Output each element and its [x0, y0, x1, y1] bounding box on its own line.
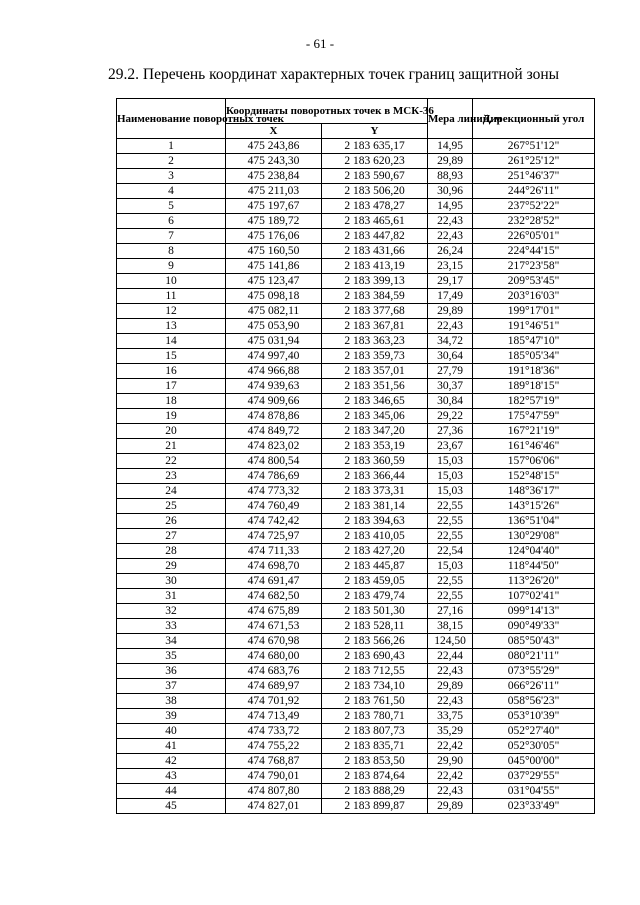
y-coordinate-cell: 2 183 447,82 [322, 229, 428, 244]
table-row [117, 529, 595, 544]
y-coordinate-cell: 2 183 459,05 [322, 574, 428, 589]
line-length-cell: 29,17 [428, 274, 473, 289]
table-row [117, 574, 595, 589]
x-coordinate-cell: 475 243,30 [226, 154, 322, 169]
x-coordinate-cell: 474 683,76 [226, 664, 322, 679]
direction-angle-cell: 185°47'10" [473, 334, 595, 349]
direction-angle-cell: 058°56'23" [473, 694, 595, 709]
direction-angle-cell: 226°05'01" [473, 229, 595, 244]
direction-angle-cell: 090°49'33" [473, 619, 595, 634]
y-coordinate-cell: 2 183 465,61 [322, 214, 428, 229]
table-caption: 29.2. Перечень координат характерных точек границ защитной зоны [108, 66, 560, 83]
x-coordinate-cell: 474 742,42 [226, 514, 322, 529]
direction-angle-cell: 191°46'51" [473, 319, 595, 334]
x-coordinate-cell: 474 701,92 [226, 694, 322, 709]
point-number-cell: 37 [117, 679, 226, 694]
direction-angle-cell: 080°21'11" [473, 649, 595, 664]
x-coordinate-cell: 475 053,90 [226, 319, 322, 334]
direction-angle-cell: 232°28'52" [473, 214, 595, 229]
coordinates-table [116, 98, 595, 814]
point-number-cell: 42 [117, 754, 226, 769]
table-row [117, 214, 595, 229]
direction-angle-cell: 191°18'36" [473, 364, 595, 379]
x-coordinate-cell: 474 800,54 [226, 454, 322, 469]
point-number-cell: 23 [117, 469, 226, 484]
line-length-cell: 29,89 [428, 679, 473, 694]
line-length-cell: 30,84 [428, 394, 473, 409]
x-coordinate-cell: 474 698,70 [226, 559, 322, 574]
point-number-cell: 1 [117, 139, 226, 154]
table-row [117, 484, 595, 499]
line-length-cell: 22,43 [428, 784, 473, 799]
line-length-cell: 38,15 [428, 619, 473, 634]
x-coordinate-cell: 475 197,67 [226, 199, 322, 214]
x-coordinate-cell: 474 671,53 [226, 619, 322, 634]
line-length-cell: 22,43 [428, 694, 473, 709]
table-row [117, 679, 595, 694]
point-number-cell: 10 [117, 274, 226, 289]
table-row [117, 604, 595, 619]
point-number-cell: 30 [117, 574, 226, 589]
y-coordinate-cell: 2 183 780,71 [322, 709, 428, 724]
x-coordinate-cell: 474 966,88 [226, 364, 322, 379]
y-coordinate-cell: 2 183 888,29 [322, 784, 428, 799]
x-coordinate-cell: 474 827,01 [226, 799, 322, 814]
point-number-cell: 31 [117, 589, 226, 604]
y-coordinate-cell: 2 183 431,66 [322, 244, 428, 259]
header-direction-angle: Дирекционный угол [473, 99, 595, 139]
line-length-cell: 15,03 [428, 484, 473, 499]
line-length-cell: 22,42 [428, 769, 473, 784]
x-coordinate-cell: 474 755,22 [226, 739, 322, 754]
x-coordinate-cell: 474 790,01 [226, 769, 322, 784]
y-coordinate-cell: 2 183 353,19 [322, 439, 428, 454]
x-coordinate-cell: 474 689,97 [226, 679, 322, 694]
y-coordinate-cell: 2 183 528,11 [322, 619, 428, 634]
point-number-cell: 12 [117, 304, 226, 319]
line-length-cell: 124,50 [428, 634, 473, 649]
y-coordinate-cell: 2 183 427,20 [322, 544, 428, 559]
direction-angle-cell: 152°48'15" [473, 469, 595, 484]
x-coordinate-cell: 475 189,72 [226, 214, 322, 229]
table-row [117, 469, 595, 484]
x-coordinate-cell: 474 997,40 [226, 349, 322, 364]
table-row [117, 394, 595, 409]
y-coordinate-cell: 2 183 690,43 [322, 649, 428, 664]
table-row [117, 514, 595, 529]
table-row [117, 784, 595, 799]
line-length-cell: 22,44 [428, 649, 473, 664]
direction-angle-cell: 023°33'49" [473, 799, 595, 814]
direction-angle-cell: 148°36'17" [473, 484, 595, 499]
direction-angle-cell: 107°02'41" [473, 589, 595, 604]
table-row [117, 664, 595, 679]
x-coordinate-cell: 475 160,50 [226, 244, 322, 259]
y-coordinate-cell: 2 183 635,17 [322, 139, 428, 154]
x-coordinate-cell: 475 098,18 [226, 289, 322, 304]
y-coordinate-cell: 2 183 479,74 [322, 589, 428, 604]
point-number-cell: 8 [117, 244, 226, 259]
point-number-cell: 4 [117, 184, 226, 199]
point-number-cell: 27 [117, 529, 226, 544]
direction-angle-cell: 066°26'11" [473, 679, 595, 694]
point-number-cell: 7 [117, 229, 226, 244]
line-length-cell: 22,55 [428, 589, 473, 604]
y-coordinate-cell: 2 183 445,87 [322, 559, 428, 574]
table-row [117, 409, 595, 424]
y-coordinate-cell: 2 183 394,63 [322, 514, 428, 529]
direction-angle-cell: 217°23'58" [473, 259, 595, 274]
direction-angle-cell: 099°14'13" [473, 604, 595, 619]
y-coordinate-cell: 2 183 410,05 [322, 529, 428, 544]
y-coordinate-cell: 2 183 357,01 [322, 364, 428, 379]
header-line-length: Мера линий, м [428, 99, 473, 139]
table-row [117, 739, 595, 754]
point-number-cell: 45 [117, 799, 226, 814]
line-length-cell: 35,29 [428, 724, 473, 739]
direction-angle-cell: 244°26'11" [473, 184, 595, 199]
table-row [117, 304, 595, 319]
line-length-cell: 33,75 [428, 709, 473, 724]
table-row [117, 319, 595, 334]
y-coordinate-cell: 2 183 506,20 [322, 184, 428, 199]
x-coordinate-cell: 474 773,32 [226, 484, 322, 499]
table-row [117, 229, 595, 244]
line-length-cell: 22,55 [428, 499, 473, 514]
point-number-cell: 6 [117, 214, 226, 229]
direction-angle-cell: 267°51'12" [473, 139, 595, 154]
direction-angle-cell: 167°21'19" [473, 424, 595, 439]
line-length-cell: 14,95 [428, 139, 473, 154]
table-row [117, 199, 595, 214]
x-coordinate-cell: 474 682,50 [226, 589, 322, 604]
direction-angle-cell: 113°26'20" [473, 574, 595, 589]
line-length-cell: 30,64 [428, 349, 473, 364]
point-number-cell: 16 [117, 364, 226, 379]
point-number-cell: 13 [117, 319, 226, 334]
line-length-cell: 34,72 [428, 334, 473, 349]
table-row [117, 544, 595, 559]
point-number-cell: 5 [117, 199, 226, 214]
table-row [117, 799, 595, 814]
y-coordinate-cell: 2 183 360,59 [322, 454, 428, 469]
table-row [117, 349, 595, 364]
line-length-cell: 29,22 [428, 409, 473, 424]
point-number-cell: 2 [117, 154, 226, 169]
table-row [117, 619, 595, 634]
table-row [117, 754, 595, 769]
point-number-cell: 19 [117, 409, 226, 424]
direction-angle-cell: 203°16'03" [473, 289, 595, 304]
line-length-cell: 22,43 [428, 319, 473, 334]
x-coordinate-cell: 474 680,00 [226, 649, 322, 664]
x-coordinate-cell: 474 691,47 [226, 574, 322, 589]
x-coordinate-cell: 474 670,98 [226, 634, 322, 649]
x-coordinate-cell: 474 760,49 [226, 499, 322, 514]
line-length-cell: 23,67 [428, 439, 473, 454]
direction-angle-cell: 261°25'12" [473, 154, 595, 169]
point-number-cell: 11 [117, 289, 226, 304]
table-row [117, 769, 595, 784]
y-coordinate-cell: 2 183 734,10 [322, 679, 428, 694]
point-number-cell: 44 [117, 784, 226, 799]
x-coordinate-cell: 474 725,97 [226, 529, 322, 544]
point-number-cell: 25 [117, 499, 226, 514]
point-number-cell: 9 [117, 259, 226, 274]
line-length-cell: 17,49 [428, 289, 473, 304]
table-row [117, 289, 595, 304]
y-coordinate-cell: 2 183 366,44 [322, 469, 428, 484]
x-coordinate-cell: 474 909,66 [226, 394, 322, 409]
point-number-cell: 36 [117, 664, 226, 679]
y-coordinate-cell: 2 183 899,87 [322, 799, 428, 814]
point-number-cell: 17 [117, 379, 226, 394]
line-length-cell: 27,79 [428, 364, 473, 379]
line-length-cell: 26,24 [428, 244, 473, 259]
direction-angle-cell: 136°51'04" [473, 514, 595, 529]
line-length-cell: 22,43 [428, 664, 473, 679]
line-length-cell: 29,89 [428, 304, 473, 319]
line-length-cell: 22,43 [428, 214, 473, 229]
x-coordinate-cell: 474 823,02 [226, 439, 322, 454]
table-row [117, 379, 595, 394]
line-length-cell: 29,89 [428, 154, 473, 169]
direction-angle-cell: 209°53'45" [473, 274, 595, 289]
x-coordinate-cell: 475 238,84 [226, 169, 322, 184]
direction-angle-cell: 189°18'15" [473, 379, 595, 394]
x-coordinate-cell: 475 176,06 [226, 229, 322, 244]
point-number-cell: 22 [117, 454, 226, 469]
x-coordinate-cell: 474 768,87 [226, 754, 322, 769]
y-coordinate-cell: 2 183 351,56 [322, 379, 428, 394]
y-coordinate-cell: 2 183 590,67 [322, 169, 428, 184]
point-number-cell: 21 [117, 439, 226, 454]
line-length-cell: 22,55 [428, 529, 473, 544]
point-number-cell: 43 [117, 769, 226, 784]
y-coordinate-cell: 2 183 807,73 [322, 724, 428, 739]
y-coordinate-cell: 2 183 853,50 [322, 754, 428, 769]
direction-angle-cell: 182°57'19" [473, 394, 595, 409]
table-row [117, 244, 595, 259]
y-coordinate-cell: 2 183 363,23 [322, 334, 428, 349]
y-coordinate-cell: 2 183 384,59 [322, 289, 428, 304]
x-coordinate-cell: 474 711,33 [226, 544, 322, 559]
table-row [117, 499, 595, 514]
x-coordinate-cell: 474 675,89 [226, 604, 322, 619]
table-body [117, 139, 595, 814]
table-row [117, 139, 595, 154]
table-row [117, 154, 595, 169]
y-coordinate-cell: 2 183 359,73 [322, 349, 428, 364]
line-length-cell: 22,55 [428, 514, 473, 529]
direction-angle-cell: 199°17'01" [473, 304, 595, 319]
direction-angle-cell: 085°50'43" [473, 634, 595, 649]
line-length-cell: 27,16 [428, 604, 473, 619]
y-coordinate-cell: 2 183 399,13 [322, 274, 428, 289]
x-coordinate-cell: 474 939,63 [226, 379, 322, 394]
table-row [117, 439, 595, 454]
direction-angle-cell: 118°44'50" [473, 559, 595, 574]
point-number-cell: 40 [117, 724, 226, 739]
y-coordinate-cell: 2 183 347,20 [322, 424, 428, 439]
x-coordinate-cell: 475 031,94 [226, 334, 322, 349]
direction-angle-cell: 251°46'37" [473, 169, 595, 184]
point-number-cell: 3 [117, 169, 226, 184]
direction-angle-cell: 237°52'22" [473, 199, 595, 214]
table-row [117, 709, 595, 724]
y-coordinate-cell: 2 183 478,27 [322, 199, 428, 214]
point-number-cell: 28 [117, 544, 226, 559]
direction-angle-cell: 052°30'05" [473, 739, 595, 754]
line-length-cell: 29,90 [428, 754, 473, 769]
point-number-cell: 15 [117, 349, 226, 364]
direction-angle-cell: 037°29'55" [473, 769, 595, 784]
x-coordinate-cell: 475 243,86 [226, 139, 322, 154]
table-row [117, 364, 595, 379]
y-coordinate-cell: 2 183 346,65 [322, 394, 428, 409]
line-length-cell: 15,03 [428, 559, 473, 574]
x-coordinate-cell: 474 849,72 [226, 424, 322, 439]
header-coordinates: Координаты поворотных точек в МСК-36 [226, 99, 428, 124]
x-coordinate-cell: 474 878,86 [226, 409, 322, 424]
y-coordinate-cell: 2 183 761,50 [322, 694, 428, 709]
line-length-cell: 22,54 [428, 544, 473, 559]
y-coordinate-cell: 2 183 620,23 [322, 154, 428, 169]
y-coordinate-cell: 2 183 501,30 [322, 604, 428, 619]
direction-angle-cell: 031°04'55" [473, 784, 595, 799]
table-row [117, 724, 595, 739]
table-row [117, 184, 595, 199]
header-x: X [226, 124, 322, 139]
point-number-cell: 20 [117, 424, 226, 439]
table-row [117, 169, 595, 184]
table-row [117, 334, 595, 349]
point-number-cell: 26 [117, 514, 226, 529]
y-coordinate-cell: 2 183 381,14 [322, 499, 428, 514]
table-row [117, 274, 595, 289]
point-number-cell: 18 [117, 394, 226, 409]
x-coordinate-cell: 475 082,11 [226, 304, 322, 319]
direction-angle-cell: 143°15'26" [473, 499, 595, 514]
direction-angle-cell: 224°44'15" [473, 244, 595, 259]
x-coordinate-cell: 475 211,03 [226, 184, 322, 199]
direction-angle-cell: 185°05'34" [473, 349, 595, 364]
y-coordinate-cell: 2 183 367,81 [322, 319, 428, 334]
line-length-cell: 30,37 [428, 379, 473, 394]
line-length-cell: 30,96 [428, 184, 473, 199]
line-length-cell: 27,36 [428, 424, 473, 439]
point-number-cell: 34 [117, 634, 226, 649]
y-coordinate-cell: 2 183 712,55 [322, 664, 428, 679]
y-coordinate-cell: 2 183 345,06 [322, 409, 428, 424]
y-coordinate-cell: 2 183 874,64 [322, 769, 428, 784]
line-length-cell: 88,93 [428, 169, 473, 184]
y-coordinate-cell: 2 183 373,31 [322, 484, 428, 499]
line-length-cell: 14,95 [428, 199, 473, 214]
header-point-name: Наименование поворотных точек [117, 99, 226, 139]
point-number-cell: 35 [117, 649, 226, 664]
y-coordinate-cell: 2 183 835,71 [322, 739, 428, 754]
y-coordinate-cell: 2 183 566,26 [322, 634, 428, 649]
table-row [117, 454, 595, 469]
direction-angle-cell: 157°06'06" [473, 454, 595, 469]
line-length-cell: 23,15 [428, 259, 473, 274]
table-row [117, 649, 595, 664]
table-row [117, 259, 595, 274]
line-length-cell: 22,55 [428, 574, 473, 589]
direction-angle-cell: 124°04'40" [473, 544, 595, 559]
direction-angle-cell: 045°00'00" [473, 754, 595, 769]
point-number-cell: 39 [117, 709, 226, 724]
point-number-cell: 33 [117, 619, 226, 634]
table-row [117, 559, 595, 574]
x-coordinate-cell: 475 123,47 [226, 274, 322, 289]
line-length-cell: 29,89 [428, 799, 473, 814]
y-coordinate-cell: 2 183 377,68 [322, 304, 428, 319]
page-number: - 61 - [305, 36, 335, 51]
header-y: Y [322, 124, 428, 139]
table-row [117, 589, 595, 604]
line-length-cell: 22,43 [428, 229, 473, 244]
table-row [117, 634, 595, 649]
point-number-cell: 29 [117, 559, 226, 574]
direction-angle-cell: 052°27'40" [473, 724, 595, 739]
x-coordinate-cell: 474 733,72 [226, 724, 322, 739]
x-coordinate-cell: 474 786,69 [226, 469, 322, 484]
line-length-cell: 22,42 [428, 739, 473, 754]
x-coordinate-cell: 474 713,49 [226, 709, 322, 724]
line-length-cell: 15,03 [428, 469, 473, 484]
direction-angle-cell: 161°46'46" [473, 439, 595, 454]
direction-angle-cell: 073°55'29" [473, 664, 595, 679]
x-coordinate-cell: 475 141,86 [226, 259, 322, 274]
direction-angle-cell: 175°47'59" [473, 409, 595, 424]
x-coordinate-cell: 474 807,80 [226, 784, 322, 799]
table-header [117, 99, 595, 139]
y-coordinate-cell: 2 183 413,19 [322, 259, 428, 274]
table-row [117, 694, 595, 709]
direction-angle-cell: 053°10'39" [473, 709, 595, 724]
table-row [117, 424, 595, 439]
point-number-cell: 14 [117, 334, 226, 349]
point-number-cell: 38 [117, 694, 226, 709]
line-length-cell: 15,03 [428, 454, 473, 469]
point-number-cell: 32 [117, 604, 226, 619]
point-number-cell: 41 [117, 739, 226, 754]
direction-angle-cell: 130°29'08" [473, 529, 595, 544]
point-number-cell: 24 [117, 484, 226, 499]
